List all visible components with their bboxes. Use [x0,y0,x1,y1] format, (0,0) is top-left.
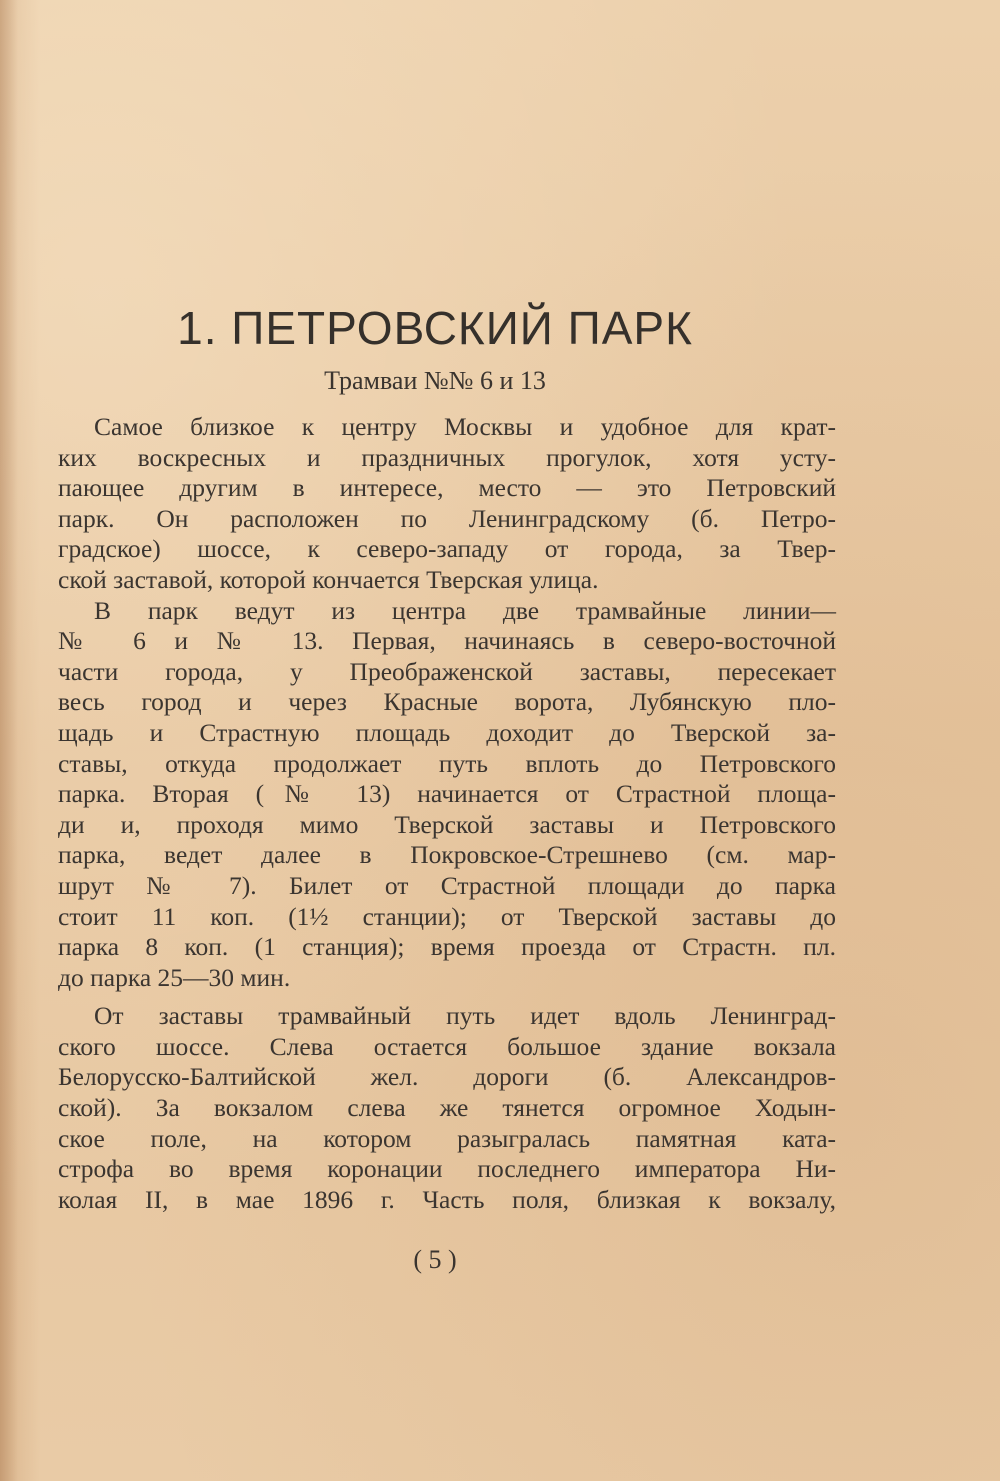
chapter-subheading: Трамваи №№ 6 и 13 [324,366,546,395]
paragraph-1 [58,412,836,596]
text-line: шрут № 7). Билет от Страстной площади до парка [58,870,836,900]
text-line: парк. Он расположен по Ленинградскому (б. Петро- [58,503,836,533]
text-line: парка. Вторая (№ 13) начинается от Страстной площа- [58,779,836,809]
text-line: градское) шоссе, к северо-западу от города, за Твер- [58,534,836,564]
text-line: колая II, в мае 1896 г. Часть поля, близкая к вокзалу, [58,1184,836,1214]
text-line: весь город и через Красные ворота, Лубянскую пло- [58,687,836,717]
paragraph-2 [58,596,836,994]
text-line: Самое близкое к центру Москвы и удобное для крат- [94,412,836,441]
text-line: От заставы трамвайный путь идет вдоль Ленинград- [94,1001,836,1031]
text-line: парка, ведет далее в Покровское-Стрешнево (см. мар- [58,840,836,870]
text-line: ской заставой, которой кончается Тверская улица. [58,564,599,594]
text-line: ставы, откуда продолжает путь вплоть до Петровского [58,748,836,778]
paragraph-3 [58,1001,836,1215]
text-line: ского шоссе. Слева остается большое здание вокзала [58,1031,836,1061]
text-line: строфа во время коронации последнего императора Ни- [58,1154,836,1184]
text-line: Белорусско-Балтийской жел. дороги (б. Александров- [58,1062,836,1092]
text-line: парка 8 коп. (1 станция); время проезда от Страстн. пл. [58,932,836,962]
text-line: пающее другим в интересе, место — это Петровский [58,473,836,503]
text-line: части города, у Преображенской заставы, пересекает [58,656,836,686]
page-number: ( 5 ) [413,1245,457,1274]
text-line: ское поле, на котором разыгралась памятная ката- [58,1123,836,1153]
text-line: В парк ведут из центра две трамвайные линии— [94,595,836,625]
text-line: № 6 и № 13. Первая, начинаясь в северо-восточной [58,626,836,656]
text-line: ких воскресных и праздничных прогулок, хотя усту- [58,442,836,472]
text-line: ди и, проходя мимо Тверской заставы и Петровского [58,809,836,839]
chapter-heading: 1. ПЕТРОВСКИЙ ПАРК [177,302,693,354]
body-text [58,412,836,1215]
text-line: до парка 25—30 мин. [58,962,291,992]
text-line: щадь и Страстную площадь доходит до Тверской за- [58,717,836,747]
text-line: ской). За вокзалом слева же тянется огромное Ходын- [58,1093,836,1123]
text-line: стоит 11 коп. (1½ станции); от Тверской заставы до [58,901,836,931]
